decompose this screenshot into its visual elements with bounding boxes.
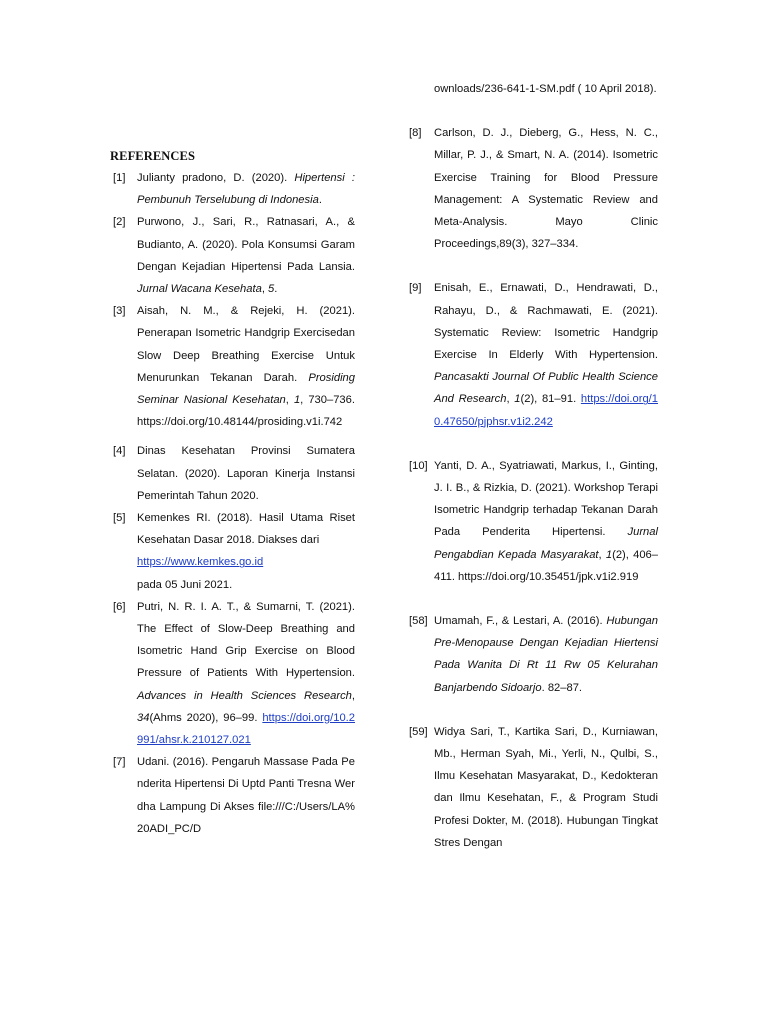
reference-number: [7]: [113, 756, 126, 769]
reference-title: Hipertensi : Pembunuh Terselubung di Indonesia: [137, 172, 355, 207]
reference-text: Yanti, D. A., Syatriawati, Markus, I., Ginting, J. I. B., & Rizkia, D. (2021). Workshop Terapi Isometric Handgrip terhadap Tekanan Darah Pada Penderita Hipertensi.: [434, 459, 658, 539]
kemkes-link[interactable]: https://www.kemkes.go.id: [137, 556, 264, 569]
reference-sep: ,: [285, 394, 294, 407]
reference-text: Dinas Kesehatan Provinsi Sumatera Selatan. (2020). Laporan Kinerja Instansi Pemerintah Tahun 2020.: [137, 445, 355, 502]
reference-4: [110, 440, 355, 507]
reference-text: Purwono, J., Sari, R., Ratnasari, A., & Budianto, A. (2020). Pola Konsumsi Garam Dengan Kejadian Hipertensi Pada Lansia.: [137, 216, 355, 273]
reference-number: [6]: [113, 600, 126, 613]
reference-text-end: .: [274, 283, 278, 296]
reference-text: ownloads/236-641-1-SM.pdf ( 10 April 2018).: [434, 83, 657, 95]
reference-text: Julianty pradono, D. (2020).: [137, 172, 295, 184]
reference-10: [409, 455, 658, 588]
reference-volume: 1: [514, 393, 521, 406]
reference-number: [5]: [113, 512, 126, 525]
reference-text: Udani. (2016). Pengaruh Massase Pada Penderita Hipertensi Di Uptd Panti Tresna Werdha Lampung Di Akses file:///C:/Users/LA%20ADI_PC/D: [137, 756, 355, 835]
reference-text: Aisah, N. M., & Rejeki, H. (2021). Penerapan Isometric Handgrip Exercisedan Slow Deep Breathing Exercise Untuk Menurunkan Tekanan Darah.: [137, 305, 355, 384]
references-heading: REFERENCES: [110, 149, 196, 163]
reference-text-end: . 82–87.: [541, 681, 583, 694]
reference-volume: 1: [605, 548, 613, 561]
reference-text: Umamah, F., & Lestari, A. (2016).: [434, 615, 607, 628]
reference-3: [110, 300, 355, 433]
reference-sep: ,: [261, 283, 269, 296]
reference-volume: 5: [268, 283, 275, 296]
reference-journal: Jurnal Pengabdian Kepada Masyarakat: [434, 526, 658, 561]
reference-number: [1]: [113, 172, 126, 184]
reference-text-end: , 730–736. https://doi.org/10.48144/prosiding.v1i.742: [137, 394, 355, 429]
reference-58: [409, 610, 658, 699]
reference-journal: Pancasakti Journal Of Public Health Science And Research: [434, 371, 658, 406]
reference-9: [409, 277, 658, 432]
reference-volume: 1: [293, 394, 301, 407]
reference-6: [110, 596, 355, 751]
doi-link[interactable]: https://doi.org/10.47650/pjphsr.v1i2.242: [434, 393, 658, 428]
right-column: [409, 78, 658, 854]
reference-number: [9]: [409, 282, 422, 295]
reference-sep: ,: [351, 689, 355, 702]
reference-text-end: (2), 406–411. https://doi.org/10.35451/jpk.v1i2.919: [434, 548, 658, 583]
reference-journal: Prosiding Seminar Nasional Kesehatan: [137, 371, 355, 407]
reference-text-end: .: [318, 194, 322, 207]
reference-text-end: pada 05 Juni 2021.: [137, 578, 233, 591]
reference-number: [4]: [113, 445, 126, 458]
reference-2: [110, 211, 355, 300]
reference-journal: Jurnal Wacana Kesehata: [137, 283, 262, 296]
reference-text: Kemenkes RI. (2018). Hasil Utama Riset Kesehatan Dasar 2018. Diakses dari: [137, 512, 355, 547]
reference-volume: 34: [137, 711, 150, 724]
reference-text: Widya Sari, T., Kartika Sari, D., Kurniawan, Mb., Herman Syah, Mi., Yerli, N., Qulbi, S., Ilmu Kesehatan Masyarakat, D., Kedokteran dan Ilmu Kesehatan, F., & Program Studi Profesi Dokter, M. (2018). Hubungan Tingkat Stres Dengan: [434, 725, 658, 849]
reference-number: [58]: [409, 615, 428, 628]
left-column: [110, 145, 355, 840]
reference-number: [2]: [113, 216, 126, 229]
reference-text-end: (2), 81–91.: [520, 393, 577, 406]
reference-7-continued: [409, 78, 658, 100]
reference-sep: ,: [598, 548, 606, 561]
reference-title: Hubungan Pre-Menopause Dengan Kejadian Hiertensi Pada Wanita Di Rt 11 Rw 05 Kelurahan Banjarbendo Sidoarjo: [434, 615, 658, 694]
reference-text-end: (Ahms 2020), 96–99.: [149, 711, 258, 724]
doi-link[interactable]: https://doi.org/10.2991/ahsr.k.210127.021: [137, 711, 355, 747]
reference-5: [110, 507, 355, 596]
reference-number: [10]: [409, 459, 428, 472]
reference-number: [59]: [409, 725, 428, 738]
reference-text: Putri, N. R. I. A. T., & Sumarni, T. (2021). The Effect of Slow-Deep Breathing and Isometric Hand Grip Exercise on Blood Pressure of Patients With Hypertension.: [137, 600, 355, 680]
reference-number: [3]: [113, 305, 126, 318]
reference-text: Carlson, D. J., Dieberg, G., Hess, N. C., Millar, P. J., & Smart, N. A. (2014). Isometric Exercise Training for Blood Pressure Management: A Systematic Review and Meta-Analysis. Mayo Clinic Proceedings,89(3), 327–334.: [434, 127, 658, 251]
reference-number: [8]: [409, 127, 422, 140]
reference-59: [409, 721, 658, 854]
reference-text: Enisah, E., Ernawati, D., Hendrawati, D., Rahayu, D., & Rachmawati, E. (2021). Systematic Review: Isometric Handgrip Exercise In Elderly With Hypertension.: [434, 282, 658, 362]
reference-journal: Advances in Health Sciences Research: [137, 689, 352, 702]
reference-1: [110, 167, 355, 211]
reference-7: [110, 751, 355, 840]
reference-8: [409, 122, 658, 255]
reference-sep: ,: [506, 393, 515, 406]
